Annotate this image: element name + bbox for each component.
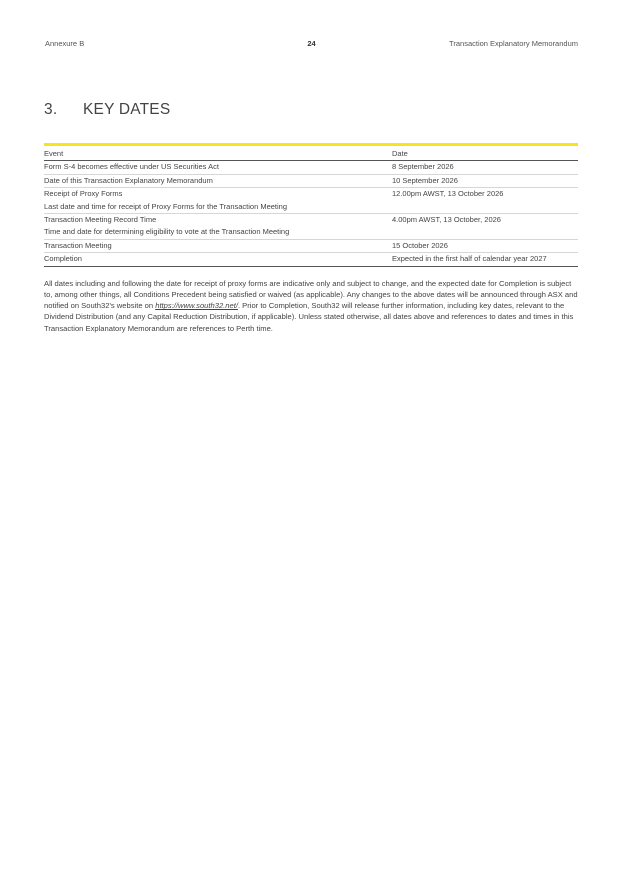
table-row	[44, 253, 578, 266]
accent-rule	[44, 143, 578, 146]
header-document-title: Transaction Explanatory Memorandum	[449, 39, 578, 48]
header-annexure-label: Annexure B	[45, 39, 85, 48]
date-cell: Expected in the first half of calendar year 2027	[392, 253, 578, 266]
date-cell: 15 October 2026	[392, 239, 578, 252]
column-header-event: Event	[44, 148, 392, 161]
south32-website-link[interactable]: https://www.south32.net/	[155, 301, 238, 311]
event-cell: Date of this Transaction Explanatory Memorandum	[44, 174, 392, 187]
section-number: 3.	[44, 101, 58, 118]
date-cell: 12.00pm AWST, 13 October 2026	[392, 189, 504, 199]
date-cell	[392, 201, 578, 214]
event-cell: Transaction Meeting Record Time	[44, 215, 157, 225]
page-header	[45, 39, 578, 51]
table-row	[44, 239, 578, 252]
table-row	[44, 214, 578, 227]
event-cell: Last date and time for receipt of Proxy Forms for the Transaction Meeting	[44, 201, 392, 214]
event-cell: Transaction Meeting	[44, 239, 392, 252]
table-row	[44, 201, 578, 214]
table-row	[44, 226, 578, 239]
column-header-date: Date	[392, 148, 578, 161]
key-dates-table	[44, 148, 578, 267]
key-dates-note	[44, 278, 580, 334]
event-cell: Completion	[44, 253, 392, 266]
table-row	[44, 161, 578, 174]
event-cell: Form S-4 becomes effective under US Securities Act	[44, 161, 392, 174]
date-cell: 4.00pm AWST, 13 October, 2026	[392, 215, 501, 225]
table-header-row	[44, 148, 578, 161]
note-text-before-link: All dates including and following the date for receipt of proxy forms are indicative only and subject to change, and the expected date for Completion is subject to, among other things, all Conditions Precedent being satisfied or waived (as applicable). Any changes to the above dates will be announced through ASX and notified on South32's website on	[44, 278, 578, 311]
page-number: 24	[307, 39, 316, 48]
date-cell: 10 September 2026	[392, 174, 578, 187]
table-row	[44, 188, 578, 201]
table-row	[44, 174, 578, 187]
event-cell: Time and date for determining eligibility to vote at the Transaction Meeting	[44, 226, 392, 239]
date-cell	[392, 226, 578, 239]
note-text-after-link: . Prior to Completion, South32 will release further information, including key dates, relevant to the Dividend Distribution (and any Capital Reduction Distribution, if applicable). Unless stated otherwise, all dates above and references to dates and times in this Transaction Explanatory Memorandum are references to Perth time.	[44, 301, 574, 333]
section-title: KEY DATES	[83, 101, 171, 118]
section-heading	[44, 101, 170, 119]
event-cell: Receipt of Proxy Forms	[44, 189, 123, 199]
date-cell: 8 September 2026	[392, 161, 578, 174]
